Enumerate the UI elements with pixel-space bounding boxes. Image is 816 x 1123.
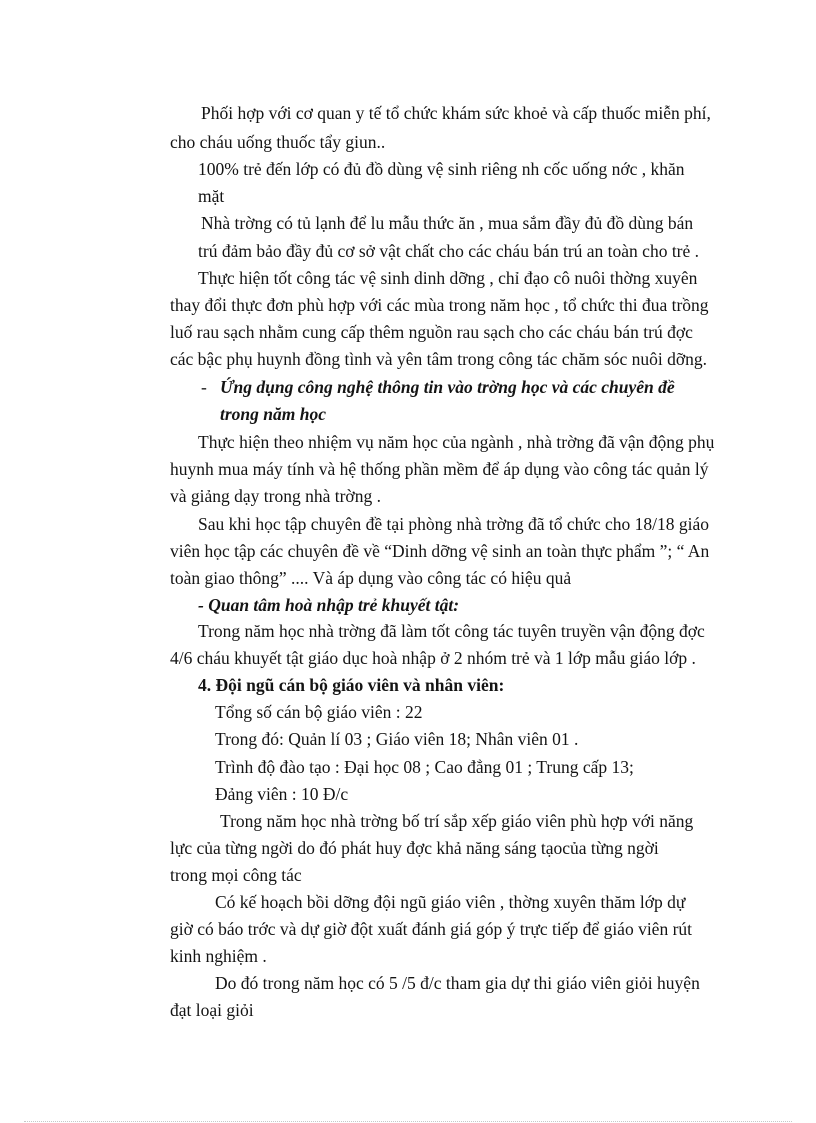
paragraph-line: viên học tập các chuyên đề về “Dinh dỡng vệ sinh an toàn thực phẩm ”; “ An bbox=[170, 541, 710, 561]
paragraph-line: Do đó trong năm học có 5 /5 đ/c tham gia dự thi giáo viên giỏi huyện bbox=[215, 973, 700, 993]
paragraph-line: các bậc phụ huynh đồng tình và yên tâm trong công tác chăm sóc nuôi dỡng. bbox=[170, 349, 708, 369]
section-heading: - Quan tâm hoà nhập trẻ khuyết tật: bbox=[198, 595, 460, 615]
paragraph-line: thay đổi thực đơn phù hợp với các mùa trong năm học , tổ chức thi đua trồng bbox=[170, 295, 709, 315]
paragraph-line: giờ có báo trớc và dự giờ đột xuất đánh giá góp ý trực tiếp để giáo viên rút bbox=[170, 919, 693, 939]
staff-total: Tổng số cán bộ giáo viên : 22 bbox=[215, 702, 423, 722]
page-bottom-divider bbox=[24, 1121, 792, 1122]
paragraph-line: Trong năm học nhà trờng bố trí sắp xếp giáo viên phù hợp với năng bbox=[220, 811, 694, 831]
paragraph-line: Sau khi học tập chuyên đề tại phòng nhà trờng đã tổ chức cho 18/18 giáo bbox=[198, 514, 710, 534]
section-heading: Ứng dụng công nghệ thông tin vào trờng học và các chuyên đề bbox=[220, 377, 675, 397]
paragraph-line: huynh mua máy tính và hệ thống phần mềm để áp dụng vào công tác quản lý bbox=[170, 459, 709, 479]
paragraph-line: 4/6 cháu khuyết tật giáo dục hoà nhập ở 2 nhóm trẻ và 1 lớp mẫu giáo lớp . bbox=[170, 648, 696, 668]
section-heading: 4. Đội ngũ cán bộ giáo viên và nhân viên: bbox=[198, 675, 505, 695]
party-members: Đảng viên : 10 Đ/c bbox=[215, 784, 349, 804]
paragraph-line: Nhà trờng có tủ lạnh để lu mẫu thức ăn , mua sắm đầy đủ đồ dùng bán bbox=[201, 213, 694, 233]
paragraph-line: và giảng dạy trong nhà trờng . bbox=[170, 486, 381, 506]
staff-qualification: Trình độ đào tạo : Đại học 08 ; Cao đẳng 01 ; Trung cấp 13; bbox=[215, 757, 634, 777]
paragraph-line: kinh nghiệm . bbox=[170, 946, 267, 966]
paragraph-line: luố rau sạch nhằm cung cấp thêm nguồn rau sạch cho các cháu bán trú đợc bbox=[170, 322, 693, 342]
paragraph-line: đạt loại giỏi bbox=[170, 1000, 254, 1020]
paragraph-line: toàn giao thông” .... Và áp dụng vào công tác có hiệu quả bbox=[170, 568, 572, 588]
staff-breakdown: Trong đó: Quản lí 03 ; Giáo viên 18; Nhân viên 01 . bbox=[215, 729, 579, 749]
paragraph-line: cho cháu uống thuốc tẩy giun.. bbox=[170, 132, 386, 152]
paragraph-line: Thực hiện theo nhiệm vụ năm học của ngành , nhà trờng đã vận động phụ bbox=[198, 432, 715, 452]
paragraph-line: trú đảm bảo đầy đủ cơ sở vật chất cho các cháu bán trú an toàn cho trẻ . bbox=[198, 241, 700, 261]
paragraph-line: 100% trẻ đến lớp có đủ đồ dùng vệ sinh riêng nh cốc uống nớc , khăn bbox=[198, 159, 685, 179]
paragraph-line: trong mọi công tác bbox=[170, 865, 302, 885]
paragraph-line: Phối hợp với cơ quan y tế tổ chức khám sức khoẻ và cấp thuốc miễn phí, bbox=[201, 103, 711, 123]
paragraph-line: Có kế hoạch bồi dỡng đội ngũ giáo viên , thờng xuyên thăm lớp dự bbox=[215, 892, 686, 912]
paragraph-line: Thực hiện tốt công tác vệ sinh dinh dỡng , chỉ đạo cô nuôi thờng xuyên bbox=[198, 268, 698, 288]
list-dash: - bbox=[201, 377, 207, 397]
section-heading-continued: trong năm học bbox=[220, 404, 326, 424]
paragraph-line: Trong năm học nhà trờng đã làm tốt công tác tuyên truyền vận động đợc bbox=[198, 621, 705, 641]
paragraph-line: mặt bbox=[198, 186, 225, 206]
paragraph-line: lực của từng ngời do đó phát huy đợc khả năng sáng tạocủa từng ngời bbox=[170, 838, 659, 858]
